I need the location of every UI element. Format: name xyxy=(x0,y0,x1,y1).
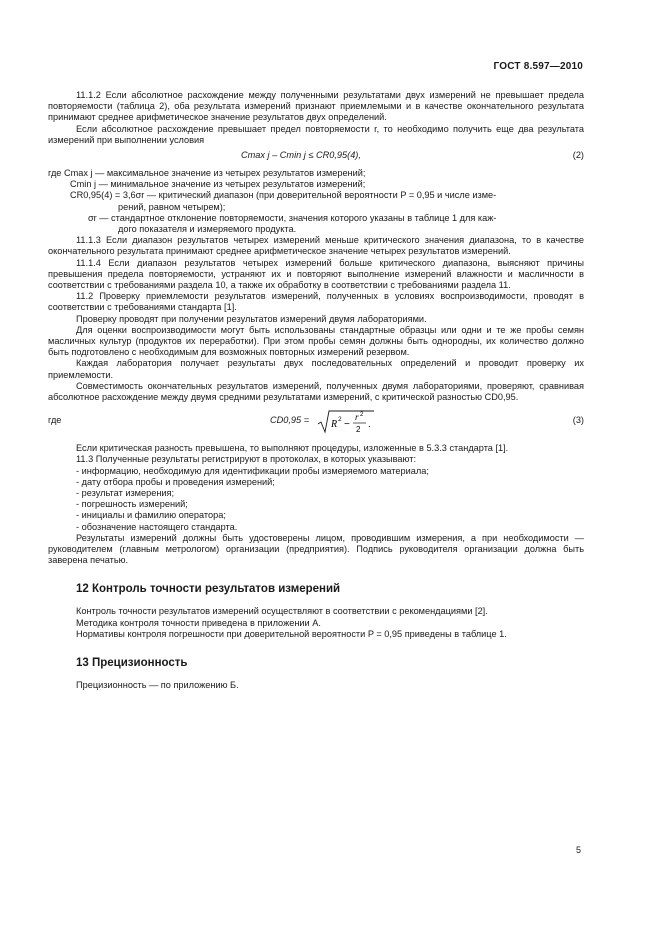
paragraph-11-3: 11.3 Полученные результаты регистрируют в протоколах, в которых указывают: xyxy=(76,454,416,465)
paragraph-reproducibility: Для оценки воспроизводимости могут быть использованы стандартные образцы или одни и те же пробы семян масличных культур (продуктов их переработки). При этом пробы семян должны быть однородны, их количество должно быть подготовлено с необходимым для возможных повторных измерений резервом. xyxy=(48,324,584,358)
paragraph-exceeded: Если критическая разность превышена, то выполняют процедуры, изложенные в 5.3.3 стандарта [1]. xyxy=(76,443,509,454)
equation-3-lhs: CD0,95 = xyxy=(270,415,310,426)
list-item: - информацию, необходимую для идентификации пробы измеряемого материала; xyxy=(76,465,429,476)
standard-header: ГОСТ 8.597—2010 xyxy=(493,61,583,72)
equation-3-where: где xyxy=(48,415,62,426)
section-13-heading: 13 Прецизионность xyxy=(76,657,188,670)
paragraph-each-lab: Каждая лаборатория получает результаты двух последовательных определений и проводит проверку их приемлемости. xyxy=(48,358,584,380)
definitions-list xyxy=(48,168,584,235)
list-item: - инициалы и фамилию оператора; xyxy=(76,510,226,521)
paragraph-check: Проверку проводят при получении результатов измерений двумя лабораториями. xyxy=(76,313,427,324)
svg-text:−: − xyxy=(344,419,350,431)
paragraph-11-1-4: 11.1.4 Если диапазон результатов четырех измерений больше критического диапазона, выясняют причины превышения предела повторяемости, устраняют их и повторяют выполнение измерений влажности и масличности в соответствии с требованиями раздела 10, а также их обработку в соответствии с требованиями раздела 11. xyxy=(48,257,584,290)
paragraph-accuracy-control: Контроль точности результатов измерений осуществляют в соответствии с рекомендациями [2]. xyxy=(76,606,488,617)
equation-2 xyxy=(48,150,584,164)
svg-text:r: r xyxy=(355,412,359,423)
svg-text:R: R xyxy=(331,419,338,431)
definition-cmax: где Cmax j — максимальное значение из четырех результатов измерений; xyxy=(48,168,366,179)
svg-text:2: 2 xyxy=(356,425,361,435)
page-number: 5 xyxy=(575,845,581,855)
list-item: - результат измерения; xyxy=(76,488,175,498)
definition-cr: CR0,95(4) = 3,6σr — критический диапазон (при доверительной вероятности P = 0,95 и числе изме- xyxy=(70,190,497,201)
svg-text:.: . xyxy=(368,419,371,431)
equation-2-number: (2) xyxy=(572,150,584,161)
paragraph-repeat-condition: Если абсолютное расхождение превышает предел повторяемости r, то необходимо получить еще два результата измерений при выполнении условия xyxy=(48,123,584,145)
list-item: - погрешность измерений; xyxy=(76,499,188,510)
definition-cmin: Cmin j — минимальное значение из четырех результатов измерений; xyxy=(70,179,366,190)
paragraph-method: Методика контроля точности приведена в приложении А. xyxy=(76,617,321,628)
definition-sigma-cont: дого показателя и измеряемого продукта. xyxy=(118,223,297,234)
section-12-heading: 12 Контроль точности результатов измерений xyxy=(76,583,341,596)
definition-sigma: σr — стандартное отклонение повторяемости, значения которого указаны в таблице 1 для каж- xyxy=(88,212,497,223)
paragraph-11-1-2: 11.1.2 Если абсолютное расхождение между полученными результатами двух измерений не превышает предела повторяемости (таблица 2), оба результата измерений признают приемлемыми и в качестве окончательного результата принимают среднее арифметическое значение результатов двух определений. xyxy=(48,90,584,123)
definition-cr-cont: рений, равном четырем); xyxy=(118,201,226,212)
list-item: - дату отбора пробы и проведения измерений; xyxy=(76,476,275,487)
svg-text:2: 2 xyxy=(338,416,342,424)
svg-text:2: 2 xyxy=(360,412,364,419)
body-text xyxy=(48,90,584,691)
paragraph-11-1-3: 11.1.3 Если диапазон результатов четырех измерений меньше критического значения диапазона, то в качестве окончательного результата принимают среднее арифметическое значение четырех результатов измерений. xyxy=(48,235,584,257)
paragraph-precision: Прецизионность — по приложению Б. xyxy=(76,680,239,691)
equation-3 xyxy=(48,409,584,435)
equation-3-number: (3) xyxy=(572,415,584,426)
equation-2-expression: Cmax j – Cmin j ≤ CR0,95(4), xyxy=(241,150,361,161)
paragraph-compatibility: Совместимость окончательных результатов измерений, полученных двумя лабораториями, проверяют, сравнивая абсолютное расхождение между двумя средними результатами измерений, с критической разностью CD0,95. xyxy=(48,380,584,402)
list-item: - обозначение настоящего стандарта. xyxy=(76,521,238,532)
paragraph-11-2: 11.2 Проверку приемлемости результатов измерений, полученных в условиях воспроизводимости, проводят в соответствии с требованиями стандарта [1]. xyxy=(48,291,584,313)
paragraph-norms: Нормативы контроля погрешности при доверительной вероятности P = 0,95 приведены в таблице 1. xyxy=(76,628,507,639)
paragraph-certification: Результаты измерений должны быть удостоверены лицом, проводившим измерения, а при необходимости — руководителем (главным метрологом) организации (предприятия). Подпись руководителя организации должна быть заверена печатью. xyxy=(48,532,584,566)
sqrt-formula-icon xyxy=(316,409,376,435)
protocol-list xyxy=(48,466,584,533)
